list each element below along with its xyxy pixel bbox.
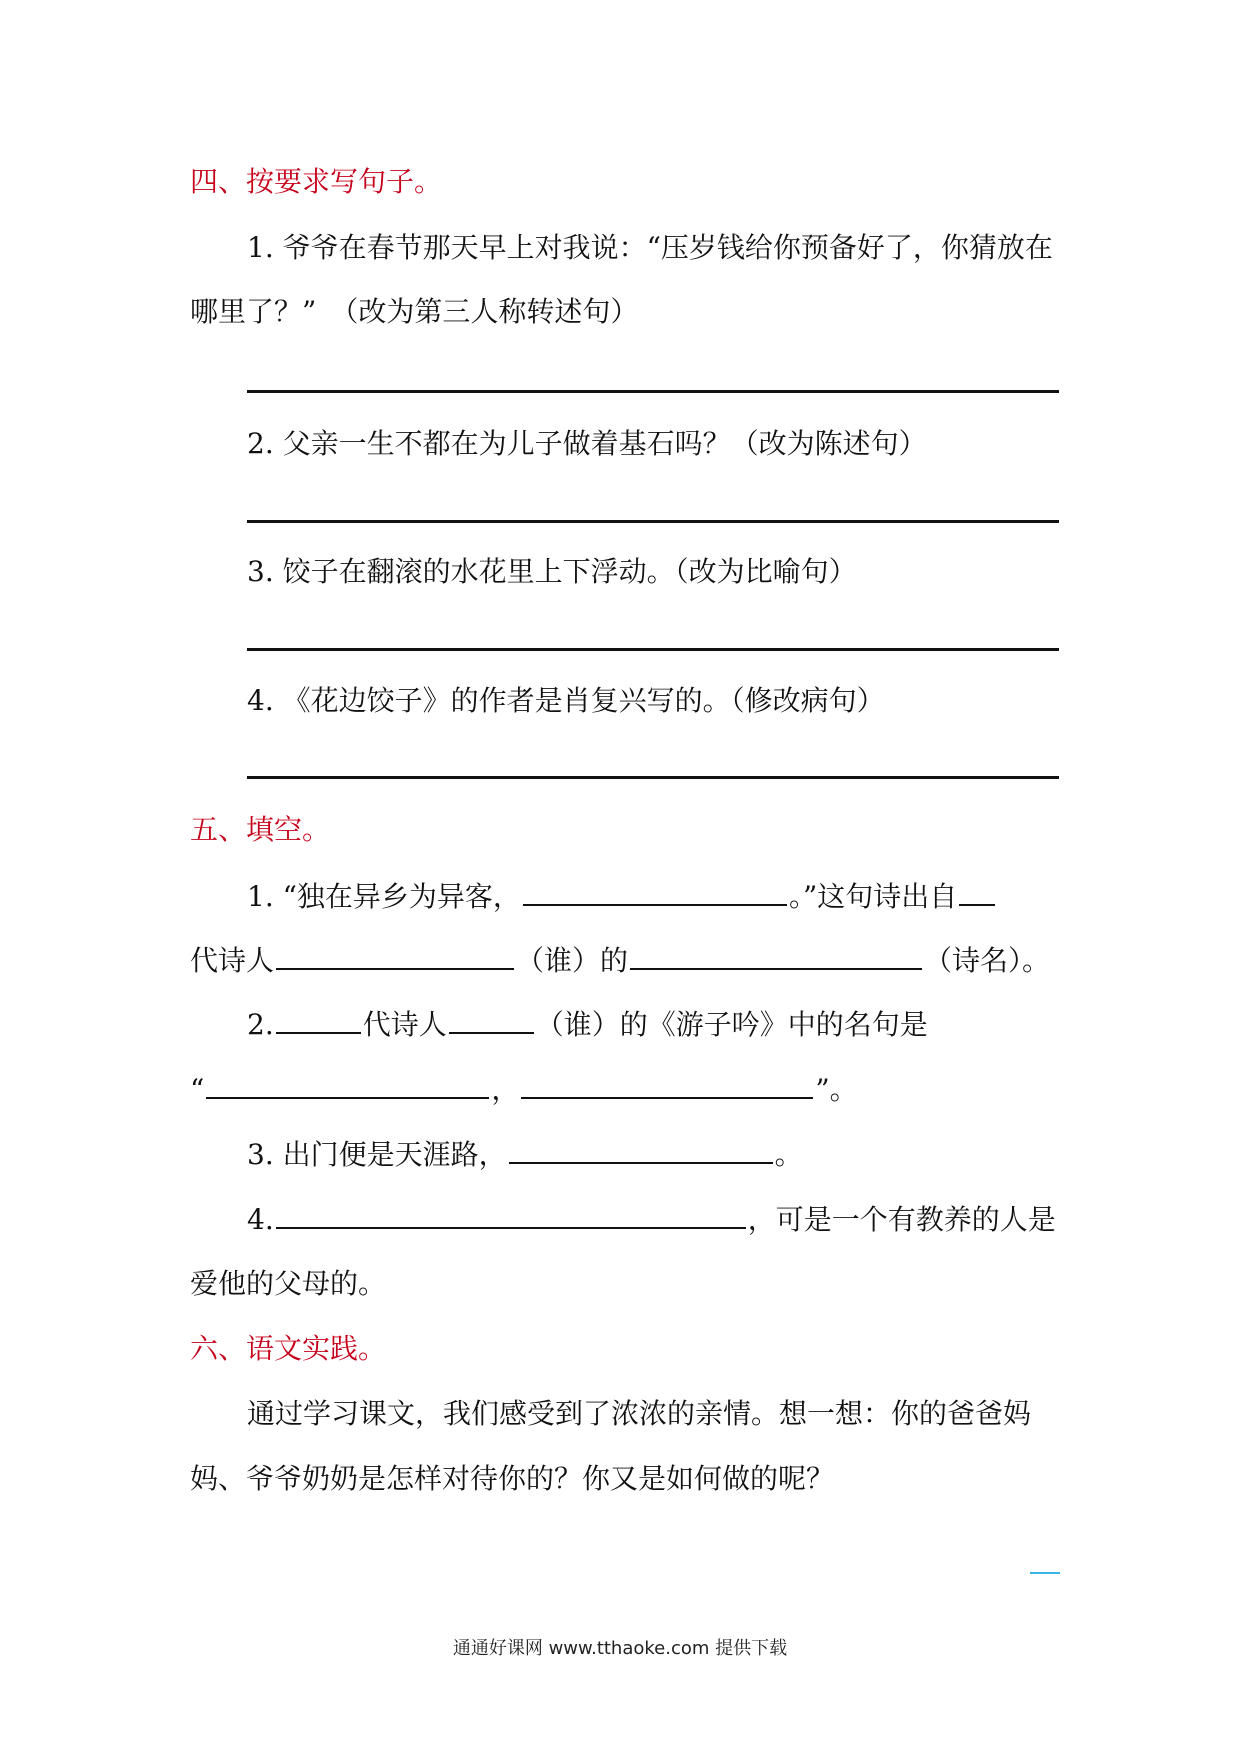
blank-poet[interactable] [276,940,514,970]
section4-q3: 3. 饺子在翻滚的水花里上下浮动。（改为比喻句） [247,555,857,588]
section4-q1-line1: 1. 爷爷在春节那天早上对我说：“压岁钱给你预备好了，你猜放在 [247,231,1053,264]
answer-line-q4[interactable] [247,776,1059,779]
section5-q3-prefix: 3. 出门便是天涯路， [247,1138,507,1171]
section5-q1-line2-a: 代诗人 [190,944,275,977]
section5-q2-open-quote: “ [190,1073,205,1106]
blank-q2-poet[interactable] [449,1004,534,1034]
section5-q2-line1 [247,1004,928,1045]
section5-q1-prefix: 1. “独在异乡为异客， [247,880,521,913]
blank-q2-line-a[interactable] [206,1069,489,1099]
section6-heading: 六、语文实践。 [190,1332,387,1365]
section5-q4-end: ，可是一个有教养的人是 [747,1203,1056,1236]
section5-q1-line2-b: （谁）的 [516,944,629,977]
section5-q4-line2: 爱他的父母的。 [190,1267,387,1300]
section5-q2-prefix: 2. [247,1008,274,1041]
blank-q2-line-b[interactable] [521,1069,813,1099]
footer-text: 通通好课网 www.tthaoke.com 提供下载 [452,1638,788,1659]
section4-heading: 四、按要求写句子。 [190,165,443,198]
answer-line-q2[interactable] [247,520,1059,523]
section5-q3-end: 。 [774,1138,803,1171]
section5-q3 [247,1134,803,1175]
section5-q2-comma: ， [491,1073,520,1106]
section5-q2-b: （谁）的《游子吟》中的名句是 [535,1008,928,1041]
blank-poem-line[interactable] [523,876,787,906]
section4-q1-line2: 哪里了？” （改为第三人称转述句） [190,295,639,328]
section4-q2: 2. 父亲一生不都在为儿子做着基石吗？（改为陈述句） [247,427,927,460]
section5-heading: 五、填空。 [190,813,331,846]
section5-q2-line2 [190,1069,858,1110]
section5-q1-line1 [247,876,997,917]
section4-q4: 4. 《花边饺子》的作者是肖复兴写的。（修改病句） [247,684,885,717]
section5-q1-mid: 。”这句诗出自 [788,880,958,913]
blank-poem-title[interactable] [630,940,922,970]
section5-q2-a: 代诗人 [362,1008,447,1041]
blank-q4[interactable] [276,1199,746,1229]
answer-line-q1[interactable] [247,390,1059,393]
section5-q1-line2-c: （诗名）。 [924,944,1051,977]
section6-text-line1: 通过学习课文，我们感受到了浓浓的亲情。想一想：你的爸爸妈 [247,1397,1032,1430]
section5-q4-line1 [247,1199,1056,1240]
section6-text-line2: 妈、爷爷奶奶是怎样对待你的？你又是如何做的呢？ [190,1462,835,1495]
section5-q4-prefix: 4. [247,1203,274,1236]
section5-q1-line2 [190,940,1050,981]
blank-q3[interactable] [509,1134,773,1164]
answer-line-q3[interactable] [247,648,1059,651]
corner-mark [1030,1572,1060,1574]
section5-q2-close-quote: ”。 [815,1073,858,1106]
blank-dynasty[interactable] [959,876,995,906]
blank-q2-dynasty[interactable] [276,1004,361,1034]
